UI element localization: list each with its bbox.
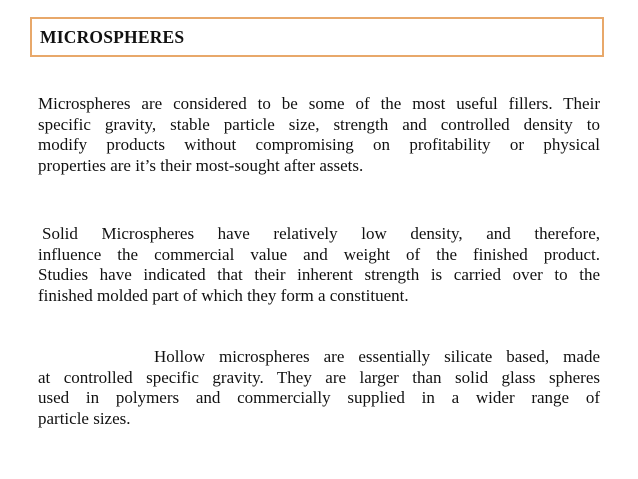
paragraph-line: Hollow microspheres are essentially silicate based, made xyxy=(154,347,600,366)
paragraph-line: Microspheres are considered to be some of the most useful fillers. Their xyxy=(38,94,600,113)
paragraph-line: finished molded part of which they form a constituent. xyxy=(38,285,409,305)
paragraph-line: Studies have indicated that their inherent strength is carried over to the xyxy=(38,265,600,284)
paragraph-line: specific gravity, stable particle size, strength and controlled density to xyxy=(38,114,600,134)
paragraph-line: properties are it’s their most-sought after assets. xyxy=(38,155,364,175)
paragraph-line: influence the commercial value and weight of the finished product. xyxy=(38,244,600,264)
page-title: MICROSPHERES xyxy=(40,26,185,47)
paragraph-line: Solid Microspheres have relatively low density, and therefore, xyxy=(42,224,600,243)
paragraph-line: used in polymers and commercially supplied in a wider range of xyxy=(38,388,600,407)
paragraph-hollow-microspheres xyxy=(38,347,600,429)
paragraph-line: particle sizes. xyxy=(38,408,131,428)
title-box xyxy=(30,17,604,57)
paragraph-line: modify products without compromising on profitability or physical xyxy=(38,135,600,154)
paragraph-microspheres-intro xyxy=(38,94,600,176)
paragraph-line: at controlled specific gravity. They are larger than solid glass spheres xyxy=(38,367,600,387)
paragraph-solid-microspheres xyxy=(38,224,600,306)
